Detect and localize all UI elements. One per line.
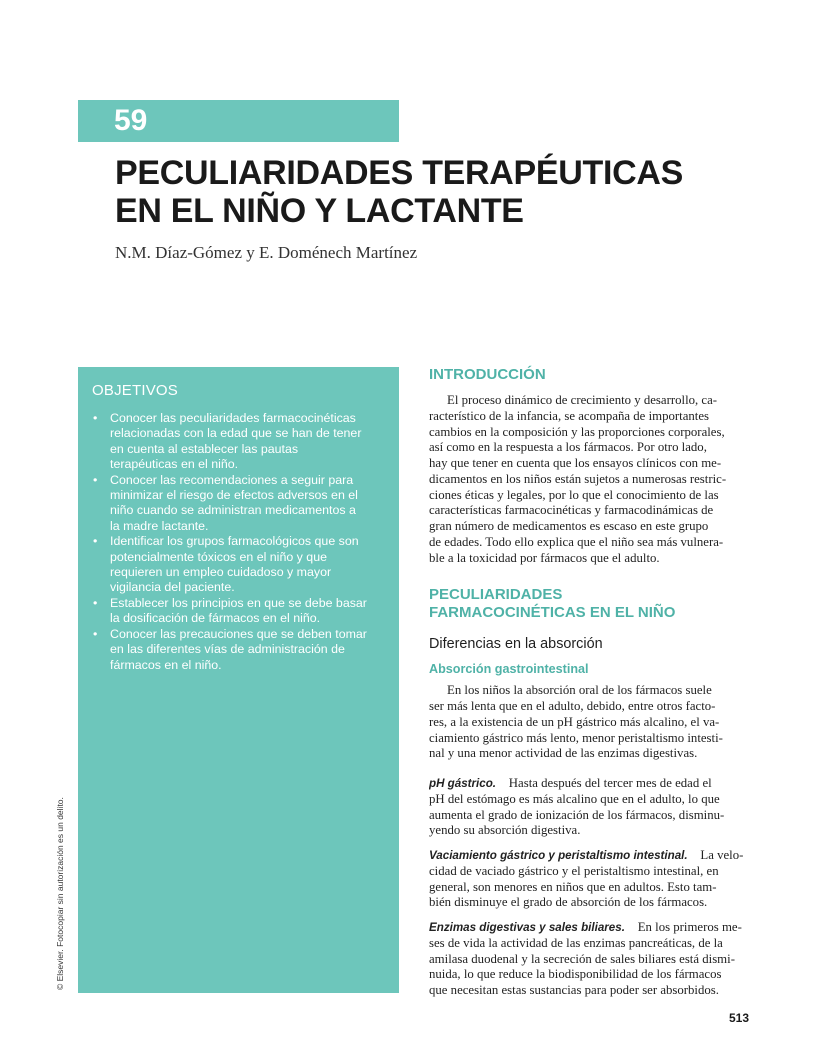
objective-line: requieren un empleo cuidadoso y mayor: [110, 565, 332, 580]
text-line: amilasa duodenal y la secreción de sales biliares está dismi-: [429, 951, 735, 966]
copyright-notice: © Elsevier. Fotocopiar sin autorización es un delito.: [55, 797, 65, 990]
text-line: así como en la respuesta a los fármacos. Por otro lado,: [429, 440, 707, 455]
absorption-paragraph: [429, 683, 751, 762]
objective-line: terapéuticas en el niño.: [110, 457, 239, 472]
enzimas-paragraph: [429, 920, 751, 999]
text-line: características farmacocinéticas y farmacodinámicas de: [429, 503, 714, 518]
chapter-title: [115, 154, 755, 230]
objective-line: la dosificación de fármacos en el niño.: [110, 611, 321, 626]
main-column: [429, 366, 751, 999]
text-line: ble a la toxicidad por fármacos que el adulto.: [429, 550, 660, 565]
objective-line: vigilancia del paciente.: [110, 580, 235, 595]
text-line: [429, 776, 751, 792]
text-line: ser más lenta que en el adulto, debido, entre otros facto-: [429, 699, 716, 713]
subheading-absorcion: Diferencias en la absorción: [429, 636, 603, 653]
text-line: En los niños la absorción oral de los fármacos suele: [447, 683, 712, 698]
authors: N.M. Díaz-Gómez y E. Doménech Martínez: [115, 243, 418, 262]
page-number: 513: [729, 1011, 750, 1025]
runin-heading-vaciamiento: Vaciamiento gástrico y peristaltismo intestinal.: [429, 849, 688, 862]
chapter-title-line-2: EN EL NIÑO Y LACTANTE: [115, 192, 524, 230]
text-line: ciamiento gástrico más lento, menor peristaltismo intesti-: [429, 730, 723, 745]
objective-line: Conocer las precauciones que se deben tomar: [110, 626, 367, 641]
objective-line: Identificar los grupos farmacológicos que son: [110, 534, 359, 549]
text-line: ses de vida la actividad de las enzimas pancreáticas, de la: [429, 935, 723, 950]
text-line: ciones éticas y legales, por lo que el conocimiento de las: [429, 487, 719, 502]
ph-paragraph: [429, 776, 751, 839]
objectives-title: OBJETIVOS: [92, 382, 178, 399]
bullet-icon: •: [93, 626, 98, 641]
objective-line: Establecer los principios en que se debe basar: [110, 595, 367, 610]
section-heading-introduccion: INTRODUCCIÓN: [429, 366, 546, 383]
text-fragment: La velo-: [700, 848, 744, 862]
chapter-title-line-1: PECULIARIDADES TERAPÉUTICAS: [115, 154, 684, 192]
text-line: racterístico de la infancia, se acompaña de importantes: [429, 408, 709, 423]
text-line: [429, 848, 751, 864]
text-line: aumenta el grado de ionización de los fármacos, disminu-: [429, 807, 725, 822]
objective-line: relacionadas con la edad que se han de tener: [110, 426, 362, 441]
text-line: que necesitan estas sustancias para poder ser absorbidos.: [429, 983, 719, 997]
objective-line: minimizar el riesgo de efectos adversos en el: [110, 488, 358, 503]
objective-line: fármacos en el niño.: [110, 657, 222, 672]
section-heading-line: FARMACOCINÉTICAS EN EL NIÑO: [429, 604, 676, 622]
section-heading-farmacocineticas: [429, 586, 751, 622]
objective-item: [92, 596, 379, 627]
objective-line: niño cuando se administran medicamentos a: [110, 503, 356, 518]
subsubheading-gastrointestinal: Absorción gastrointestinal: [429, 662, 589, 677]
runin-heading-ph: pH gástrico.: [429, 777, 496, 790]
objective-line: Conocer las peculiaridades farmacocinéticas: [110, 411, 356, 425]
bullet-icon: •: [93, 472, 98, 487]
chapter-number: 59: [114, 104, 148, 137]
text-line: El proceso dinámico de crecimiento y desarrollo, ca-: [447, 393, 718, 407]
objective-item: [92, 473, 379, 535]
bullet-icon: •: [93, 595, 98, 610]
text-line: yendo su absorción digestiva.: [429, 823, 581, 838]
objectives-list: [92, 411, 379, 673]
text-line: general, son menores en niños que en adultos. Esto tam-: [429, 879, 717, 894]
vaciamiento-paragraph: [429, 848, 751, 911]
bullet-icon: •: [93, 411, 98, 425]
text-line: cidad de vaciado gástrico y el peristaltismo intestinal, en: [429, 863, 719, 878]
objective-line: Conocer las recomendaciones a seguir para: [110, 472, 354, 487]
text-line: nuida, lo que reduce la biodisponibilidad de los fármacos: [429, 967, 722, 982]
text-line: de edades. Todo ello explica que el niño sea más vulnera-: [429, 534, 724, 549]
text-line: nal y una menor actividad de las enzimas digestivas.: [429, 746, 698, 761]
objective-line: potencialmente tóxicos en el niño y que: [110, 549, 327, 564]
objective-item: [92, 411, 379, 473]
objective-line: en cuenta al establecer las pautas: [110, 441, 299, 456]
text-fragment: Hasta después del tercer mes de edad el: [508, 776, 712, 790]
section-heading-line: PECULIARIDADES: [429, 586, 563, 604]
text-line: hay que tener en cuenta que los ensayos clínicos con me-: [429, 456, 722, 470]
text-fragment: En los primeros me-: [637, 920, 742, 934]
text-line: dicamentos en los niños están sujetos a numerosas restric-: [429, 471, 727, 486]
text-line: pH del estómago es más alcalino que en el adulto, lo que: [429, 791, 720, 806]
text-line: res, a la existencia de un pH gástrico más alcalino, el va-: [429, 714, 720, 729]
objective-item: [92, 534, 379, 596]
objective-line: en las diferentes vías de administración de: [110, 642, 345, 657]
text-line: [429, 920, 751, 936]
intro-paragraph: [429, 393, 751, 566]
runin-heading-enzimas: Enzimas digestivas y sales biliares.: [429, 921, 625, 934]
objectives-box: [78, 367, 399, 993]
objective-line: la madre lactante.: [110, 518, 209, 533]
text-line: bién disminuye el grado de absorción de los fármacos.: [429, 895, 708, 910]
bullet-icon: •: [93, 534, 98, 549]
text-line: cambios en la composición y las proporciones corporales,: [429, 424, 725, 439]
chapter-number-band: [78, 100, 399, 142]
objective-item: [92, 627, 379, 673]
text-line: gran número de medicamentos es escaso en este grupo: [429, 519, 709, 533]
